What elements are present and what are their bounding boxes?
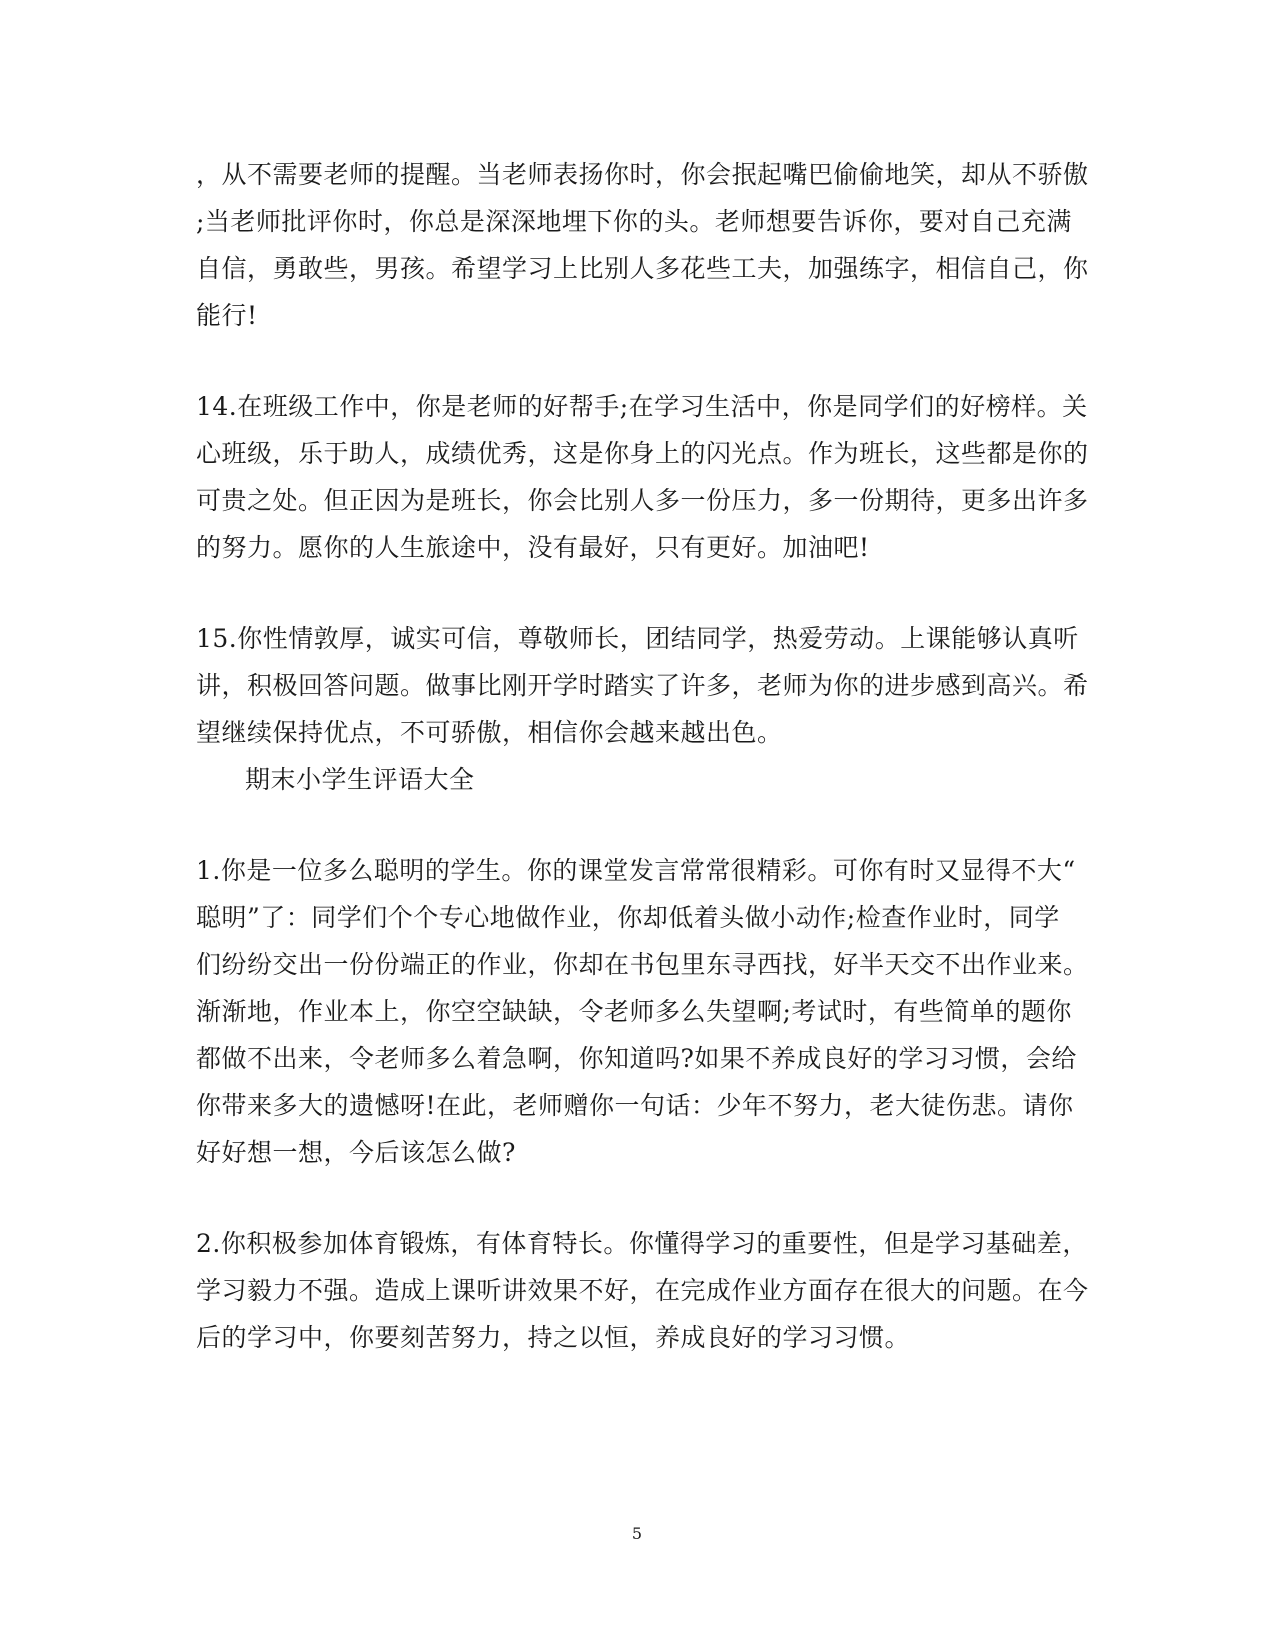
section-heading: 期末小学生评语大全 [245,765,475,794]
paragraph-line: 讲，积极回答问题。做事比刚开学时踏实了许多，老师为你的进步感到高兴。希 [196,671,1089,700]
paragraph-line: 后的学习中，你要刻苦努力，持之以恒，养成良好的学习习惯。 [196,1323,911,1352]
paragraph-line: 14.在班级工作中，你是老师的好帮手;在学习生活中，你是同学们的好榜样。关 [196,392,1088,421]
paragraph-line: 15.你性情敦厚，诚实可信，尊敬师长，团结同学，热爱劳动。上课能够认真听 [196,624,1079,653]
paragraph-line: 渐渐地，作业本上，你空空缺缺，令老师多么失望啊;考试时，有些简单的题你 [196,997,1072,1026]
paragraph-line: 望继续保持优点，不可骄傲，相信你会越来越出色。 [196,718,783,747]
paragraph-line: 可贵之处。但正因为是班长，你会比别人多一份压力，多一份期待，更多出许多 [196,486,1089,515]
paragraph-line: 1.你是一位多么聪明的学生。你的课堂发言常常很精彩。可你有时又显得不大“ [196,856,1076,885]
paragraph-line: 学习毅力不强。造成上课听讲效果不好，在完成作业方面存在很大的问题。在今 [196,1276,1089,1305]
paragraph-line: 能行! [196,301,258,330]
paragraph-line: 聪明”了：同学们个个专心地做作业，你却低着头做小动作;检查作业时，同学 [196,903,1060,932]
paragraph-line: 都做不出来，令老师多么着急啊，你知道吗?如果不养成良好的学习习惯，会给 [196,1044,1077,1073]
page-number: 5 [631,1524,643,1543]
paragraph-line: 2.你积极参加体育锻炼，有体育特长。你懂得学习的重要性，但是学习基础差， [196,1229,1088,1258]
paragraph-line: 们纷纷交出一份份端正的作业，你却在书包里东寻西找，好半天交不出作业来。 [196,950,1089,979]
paragraph-line: ;当老师批评你时，你总是深深地埋下你的头。老师想要告诉你，要对自己充满 [196,207,1072,236]
paragraph-line: 你带来多大的遗憾呀!在此，老师赠你一句话：少年不努力，老大徒伤悲。请你 [196,1091,1074,1120]
paragraph-line: 的努力。愿你的人生旅途中，没有最好，只有更好。加油吧! [196,533,870,562]
paragraph-line: 自信，勇敢些，男孩。希望学习上比别人多花些工夫，加强练字，相信自己，你 [196,254,1089,283]
paragraph-line: 心班级，乐于助人，成绩优秀，这是你身上的闪光点。作为班长，这些都是你的 [196,439,1089,468]
paragraph-line: 好好想一想，今后该怎么做? [196,1138,516,1167]
paragraph-line: ，从不需要老师的提醒。当老师表扬你时，你会抿起嘴巴偷偷地笑，却从不骄傲 [196,160,1089,189]
